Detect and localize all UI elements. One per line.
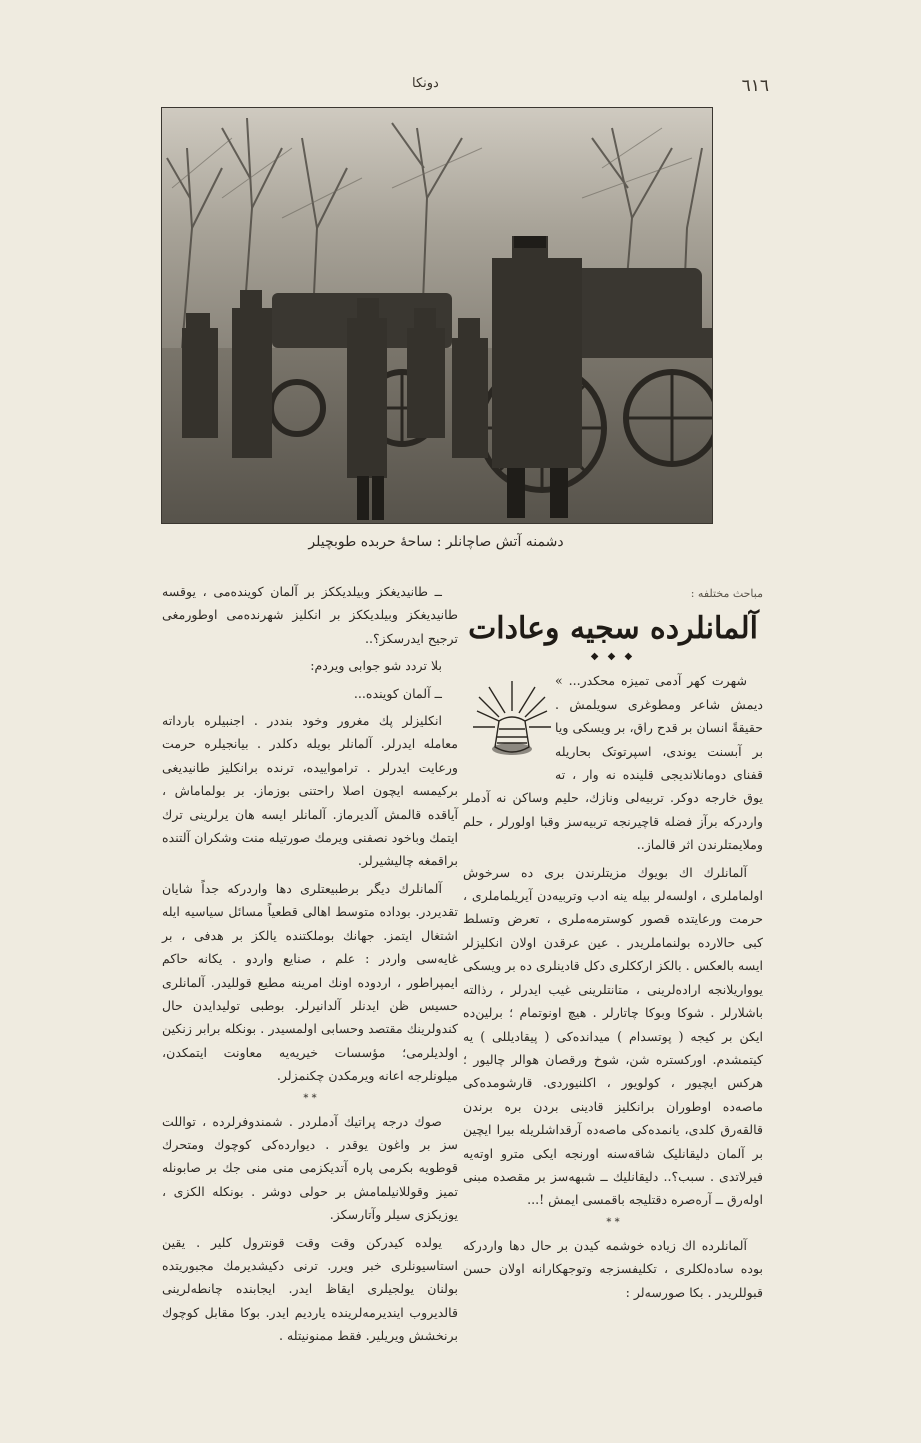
- paragraph: صوك درجه پراتیك آدملردر . شمندوفرلرده ، تواللت سز بر واغون یوقدر . دیوارده‌کی کوچوك ومتحرك قوطویه بکرمی پاره آتدیکزمی منی منی جك بر صابونله تمیز وقوللانیلمامش بر حولی دوشر . بونکله الکزی ، یوزیکزی سیلر وآتارسکز.: [162, 1113, 458, 1223]
- paragraph: انکلیزلر پك مغرور وخود بنددر . اجنبیلره بارداته معامله ایدرلر. آلمانلر بویله دکلدر . بیانجیلره حرمت ورعایت ایدرلر . ترامواییده، ترنده برانکلیز طانیدیغی برکیمسه ایچون اصلا راحتنی بوزماز. بر بولماماش ، آیاقده قالمش آلدیرماز. آلمانلر ایسه هان یرلرینی ترك ایتمك وباخود نصفنی ویرمك صورتیله منت وشکران آلتنده براقمغه چالیشیرلر.: [162, 713, 458, 869]
- article-title: آلمانلرده سجیه وعادات: [468, 611, 758, 647]
- paragraph: بلا تردد شو جوابی ویردم:: [310, 658, 442, 674]
- paragraph: شهرت کهر آدمی تمیزه محکدر... » دیمش شاعر ومطوغری سویلمش . حقیقةً انسان بر قدح راق، بر ویسکی ویا بر آبسنت یوندی، اسپرتوتک بحاریله قفنای دومانلاندیجی قلینده نه وار ، ته یوق خارجه دوکر. تربیه‌لی ونازك، حلیم وساکن نه آدملر واردرکه برآز فضله قاچیرنجه تربیه‌سز وقبا اولورلر ، حلم وملایمتلرندن اثر قالماز..: [463, 673, 763, 853]
- paragraph: ــ آلمان کوینده...: [353, 685, 442, 701]
- left-column: [162, 580, 458, 1352]
- page-number: ٦١٦: [741, 76, 769, 96]
- paragraph: آلمانلرك اك بویوك مزیتلرندن بری ده سرخوش اولماملری ، اولسه‌لر بیله ینه ادب وتربیه‌دن آیریلماملری ، حرمت ورعایتده قصور کوسترمه‌ملری ، تعرض وتسلط کبی حالارده بولنماملریدر . عین عرقدن اولان انکلیزلر ایسه بالعکس . بالکز ارککلری دکل قادینلری ده بر ویسکی یوواریلانجه اراده‌لرینی ، متانتلرینی غیب ایدرلر ، رذالته باشلارلر . شوکا وبوکا چاتارلر . هیچ اونوتمام ؛ برلین‌ده ایکن بر کیجه ( پوتسدام ) میدانده‌کی ( پیقادیللی ) یه کیتمشدم. اورکستره شن، شوخ ورقصان هوالر چالیور ؛ هرکس ایچیور ، کولویور ، اکلنیوردی. قارشومده‌کی ماصه‌ده اوطوران برانکلیز قادینی بردن بره برندن قالقه‌رق کلدی، یانمده‌کی ماصه‌ده آرقداشلریله بیرا ایچین بر آلمان دلیقانلیک شاقه‌سنه اورنجه ایکی مترو اوته‌یه فیرلاتدی . سبب؟.. دلیقانلیك ــ شبهه‌سز بر مقصده مبنی اوله‌رق ــ آره‌صره دقتلیجه باقمسی ایمش !...: [463, 864, 763, 1208]
- section-kicker: مباحث مختلفه :: [690, 587, 763, 600]
- right-column: [463, 582, 763, 1308]
- paragraph: ــ طانیدیغکز وبیلدیککز بر آلمان کوینده‌می ، یوقسه طانیدیغکز وبیلدیککز بر انکلیز شهرنده‌می اوطورمغی ترجیح ایدرسکز؟..: [162, 584, 458, 646]
- bottle-vignette-icon: [469, 677, 555, 761]
- section-separator: * *: [303, 1092, 317, 1104]
- title-ornament: ◆ ◆ ◆: [590, 651, 636, 663]
- paragraph: یولده کیدرکن وقت وقت قونترول کلیر . یقین استاسیونلری خبر ویرر. ترنی دکیشدیرمك مجبوریتده بولنان یولجیلری ایقاظ ایدر. ایجابنده چانطه‌لرینی قالدیروب ایندیرمه‌لرینده یاردیم ایدر. بوکا مقابل کوچوك برنخشش ویریلیر. فقط ممنونیتله .: [162, 1234, 458, 1344]
- section-separator: * *: [606, 1216, 620, 1228]
- war-photograph: [161, 107, 713, 524]
- running-title: دونكا: [412, 76, 439, 91]
- paragraph: آلمانلرك دیگر برطبیعتلری دها واردرکه جداً شایان تقدیردر. بوداده متوسط اهالی قطعیاً مسائل سیاسیه ایله اشتغال ایتمز. جهانك بوملکتنده یالکز بر هدفی ، بر غایه‌سی واردر : علم ، صنایع واردو . یکانه حاکم ایمپراطور ، اردوده اونك امرینه مطیع قوللیدر. آلمانلری حسیس ظن ایدنلر آلدانیرلر. بوطبی تولیدایدن حال کندولرینك مقتصد وحسابی اولمسیدر . بونکله برابر زنکین اولدیلرمی؛ مؤسسات خیریه‌یه معاونت ایتمکدن، میلونلرجه اعانه ویرمکدن چکنمزلر.: [162, 880, 458, 1084]
- lead-block: [463, 669, 763, 860]
- photo-caption: دشمنه آتش صاچانلر : ساحهٔ حربده طوبچیلر: [308, 534, 564, 550]
- paragraph: آلمانلرده اك زیاده خوشمه کیدن بر حال دها واردرکه بوده ساده‌لکلری ، تکلیفسزجه وتوجهکارانه اولان حسن قبوللریدر . بکا صورسه‌لر :: [463, 1237, 763, 1300]
